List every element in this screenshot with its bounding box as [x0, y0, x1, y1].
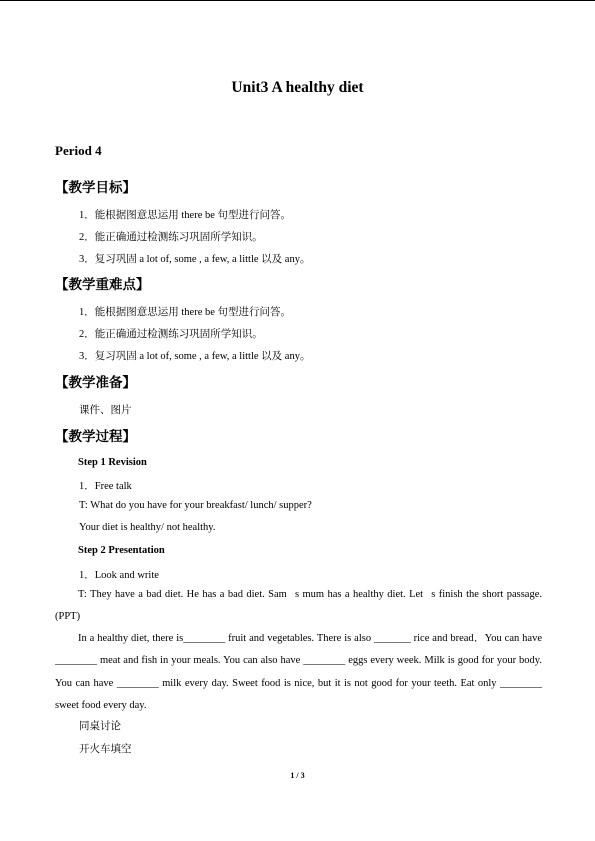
step2-title: Step 2 Presentation [78, 545, 165, 556]
step1-title: Step 1 Revision [78, 457, 147, 468]
step2-paragraph-2: In a healthy diet, there is________ fruit and vegetables. There is also _______ rice and bread．You can have ________ meat and fish in your meals. You can also have ________ eggs every week. Milk is good for your body. You can have ________ milk every day. Sweet food is nice, but it is not good for your teeth. Eat only ________ sweet food every day. [55, 633, 542, 712]
key-points-heading: 【教学重难点】 [55, 277, 150, 293]
process-heading: 【教学过程】 [55, 429, 136, 445]
key-point-item-2: 2．能正确通过检测练习巩固所学知识。 [79, 329, 263, 340]
objective-item-1: 1．能根据图意思运用 there be 句型进行问答。 [79, 210, 292, 221]
step2-subtitle: 1．Look and write [79, 570, 159, 581]
preparation-text: 课件、图片 [79, 405, 132, 416]
preparation-heading: 【教学准备】 [55, 375, 136, 391]
step2-note-2: 开火车填空 [79, 744, 132, 755]
page-top-border [0, 0, 595, 1]
objective-item-2: 2．能正确通过检测练习巩固所学知识。 [79, 232, 263, 243]
step2-note-1: 同桌讨论 [79, 721, 121, 732]
objectives-heading: 【教学目标】 [55, 180, 136, 196]
page-number: 1 / 3 [290, 771, 305, 780]
document-title: Unit3 A healthy diet [231, 79, 364, 96]
step1-line-1: 1．Free talk [79, 481, 132, 492]
key-point-item-1: 1．能根据图意思运用 there be 句型进行问答。 [79, 307, 292, 318]
step1-line-3: Your diet is healthy/ not healthy. [79, 522, 216, 533]
step1-line-2: T: What do you have for your breakfast/ lunch/ supper? [79, 500, 312, 511]
step2-paragraph-1: T: They have a bad diet. He has a bad diet. Sam s mum has a healthy diet. Let s finish the short passage. (PPT) [55, 589, 542, 623]
period-label: Period 4 [55, 143, 102, 158]
key-point-item-3: 3．复习巩固 a lot of, some , a few, a little 以及 any。 [79, 351, 311, 362]
objective-item-3: 3．复习巩固 a lot of, some , a few, a little 以及 any。 [79, 254, 311, 265]
